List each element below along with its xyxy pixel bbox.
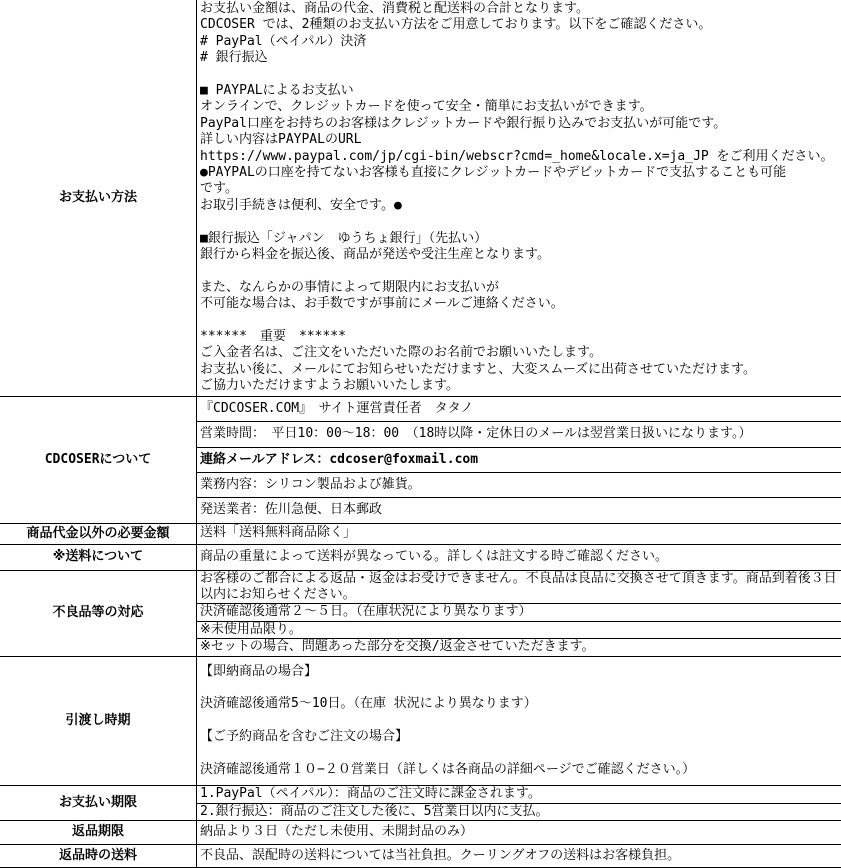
text-line: ■銀行振込「ジャパン ゆうちょ銀行」（先払い） [200,230,488,246]
text-line: 納品より３日（ただし未使用、未開封品のみ） [200,824,474,840]
row-return-shipping [0,845,841,868]
row-header-return-deadline: 返品期限 [0,821,197,843]
text-line: です。 [200,181,238,197]
text-line: お客様のご都合による返品・返金はお受けできません。不良品は良品に交換させて頂きます。商品到着後３日以内にお知らせください。 [200,570,837,602]
text-line: 不良品、誤配時の送料については当社負担。クーリングオフの送料はお客様負担。 [200,847,681,863]
row-header-delivery-time: 引渡し時期 [0,657,197,786]
text-line: ご入金者名は、ご注文をいただいた際のお名前でお願いいたします。 [200,345,602,361]
blank-line [200,680,838,696]
text-line: ■ PAYPALによるお支払い [200,83,354,99]
text-line: ※セットの場合、問題あった部分を交換/返金させていただきます。 [200,639,595,655]
cell-payment-deadline-1 [197,804,841,820]
text-line: お取引手続きは便利、安全です。● [200,197,402,213]
blank-line [200,313,838,329]
row-header-about-cdcoser: CDCOSERについて [0,397,197,523]
row-header-return-shipping: 返品時の送料 [0,845,197,867]
row-extra-fees [0,524,841,545]
cell-defective-items-2 [197,622,841,639]
text-line: 不可能な場合は、お手数ですが事前にメールご連絡ください。 [200,296,564,312]
cell-delivery-time-0 [197,657,841,786]
cell-about-cdcoser-2 [197,448,841,473]
cell-about-cdcoser-1 [197,422,841,447]
cell-return-shipping-0 [197,845,841,867]
text-line: ご協力いただけますようお願いいたします。 [200,378,459,394]
row-about-cdcoser [0,397,841,524]
blank-line [200,746,838,762]
text-line: 銀行から料金を振込後、商品が発送や受注生産となります。 [200,247,550,263]
text-line: 送料「送料無料商品除く」 [200,524,357,540]
text-line: PayPal口座をお持ちのお客様はクレジットカードや銀行振り込みでお支払いが可能です。 [200,115,727,131]
cell-return-deadline-0 [197,821,841,843]
text-line: https://www.paypal.com/jp/cgi-bin/webscr?cmd=_home&locale.x=ja_JP をご利用ください。 [200,148,834,164]
text-line: CDCOSER では、2種類のお支払い方法をご用意しております。以下をご確認ください。 [200,17,712,33]
text-line: ****** 重要 ****** [200,329,346,345]
text-line: 『CDCOSER.COM』 サイト運営責任者 タタノ [200,400,474,416]
row-content-payment-deadline [197,786,841,820]
row-payment-method [0,0,841,397]
row-header-about-shipping: ※送料について [0,545,197,569]
cell-defective-items-0 [197,571,841,605]
text-line: 連絡メールアドレス：cdcoser@foxmail.com [200,451,479,467]
cell-extra-fees-0 [197,524,841,544]
text-line: 詳しい内容はPAYPALのURL [200,132,362,148]
text-line: お支払い金額は、商品の代金、消費税と配送料の合計となります。 [200,1,589,16]
text-line: 決済確認後通常１０−２０営業日（詳しくは各商品の詳細ページでご確認ください。） [200,761,696,777]
row-content-about-shipping [197,545,841,569]
blank-line [200,67,838,83]
text-line: 商品の重量によって送料が異なっている。詳しくは註文する時ご確認ください。 [200,549,669,565]
row-delivery-time [0,657,841,787]
blank-line [200,214,838,230]
row-defective-items [0,571,841,657]
text-line: 【即納商品の場合】 [200,663,318,679]
cell-about-cdcoser-4 [197,498,841,522]
text-line: オンラインで、クレジットカードを使って安全・簡単にお支払いができます。 [200,99,653,115]
cell-about-cdcoser-0 [197,397,841,422]
cell-payment-method-0 [197,0,841,396]
cell-about-shipping-0 [197,545,841,569]
text-line: ※未使用品限り。 [200,621,302,637]
row-content-extra-fees [197,524,841,544]
text-line: # PayPal（ペイパル）決済 [200,33,367,49]
cell-about-cdcoser-3 [197,473,841,498]
text-line: 1.PayPal（ペイパル）：商品のご注文時に課金されます。 [200,786,541,802]
row-content-return-shipping [197,845,841,867]
blank-line [200,263,838,279]
row-content-payment-method [197,0,841,396]
text-line: 決済確認後通常２〜５日。（在庫状況により異なります） [200,604,532,620]
row-content-about-cdcoser [197,397,841,523]
row-content-defective-items [197,571,841,656]
text-line: 営業時間： 平日10：00〜18：00 （18時以降・定休日のメールは翌営業日扱いになります。） [200,426,752,442]
cell-payment-deadline-0 [197,786,841,803]
row-content-delivery-time [197,657,841,786]
cell-defective-items-3 [197,639,841,655]
text-line: また、なんらかの事情によって期限内にお支払いが [200,279,500,295]
text-line: 決済確認後通常5〜10日。（在庫 状況により異なります） [200,696,537,712]
row-header-extra-fees: 商品代金以外の必要金額 [0,524,197,544]
text-line: # 銀行振込 [200,50,268,66]
row-about-shipping [0,545,841,570]
blank-line [200,713,838,729]
text-line: 【ご予約商品を含むご注文の場合】 [200,729,409,745]
text-line: 2.銀行振込：商品のご注文した後に、5営業日以内に支払。 [200,803,549,819]
row-return-deadline [0,821,841,844]
text-line: お支払い後に、メールにてお知らせいただけますと、大変スムーズに出荷させていただけます。 [200,361,757,377]
row-header-payment-method: お支払い方法 [0,0,197,396]
row-header-payment-deadline: お支払い期限 [0,786,197,820]
row-payment-deadline [0,786,841,821]
row-content-return-deadline [197,821,841,843]
row-header-defective-items: 不良品等の対応 [0,571,197,656]
text-line: ●PAYPALの口座を持てないお客様も直接にクレジットカードやデビットカードで支払することも可能 [200,165,787,181]
text-line: 発送業者：佐川急便、日本郵政 [200,502,383,518]
cell-defective-items-1 [197,604,841,621]
text-line: 業務内容：シリコン製品および雑貨。 [200,476,421,492]
